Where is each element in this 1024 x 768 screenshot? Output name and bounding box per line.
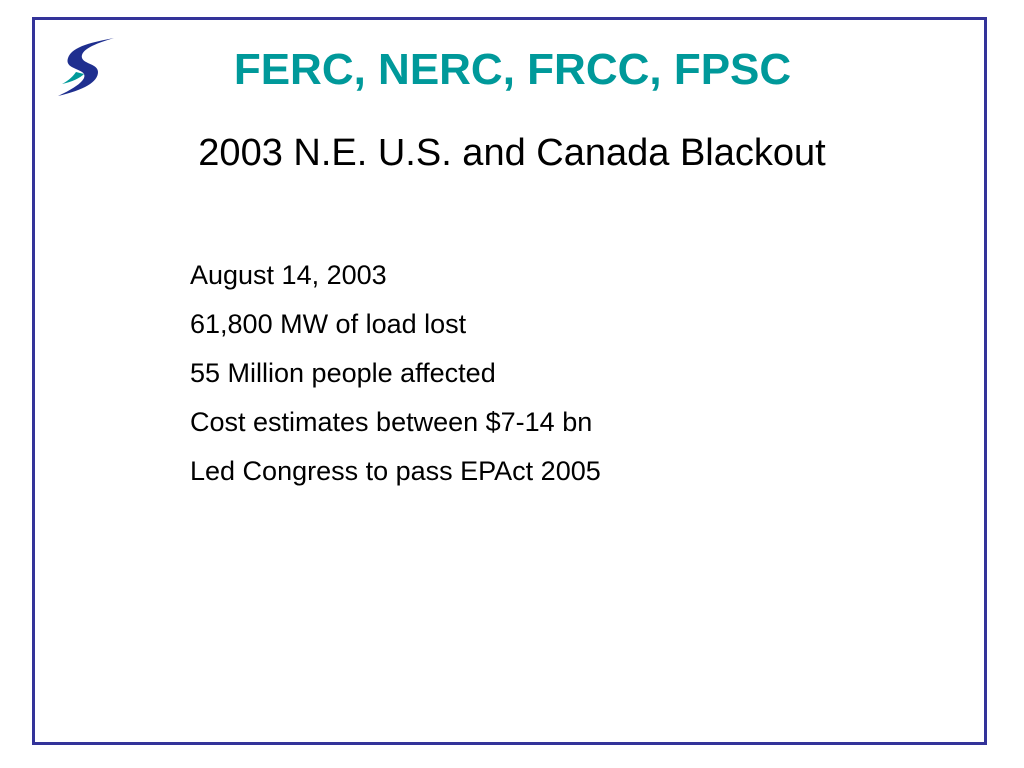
fact-item: August 14, 2003 xyxy=(190,260,387,290)
swoosh-logo-icon xyxy=(54,36,116,98)
fact-item: Cost estimates between $7-14 bn xyxy=(190,407,593,437)
fact-item: 61,800 MW of load lost xyxy=(190,309,467,339)
fact-item: Led Congress to pass EPAct 2005 xyxy=(190,456,601,486)
fact-list xyxy=(190,251,601,496)
fact-item: 55 Million people affected xyxy=(190,358,496,388)
slide-title: FERC, NERC, FRCC, FPSC xyxy=(233,45,792,94)
slide-subtitle: 2003 N.E. U.S. and Canada Blackout xyxy=(198,132,826,174)
